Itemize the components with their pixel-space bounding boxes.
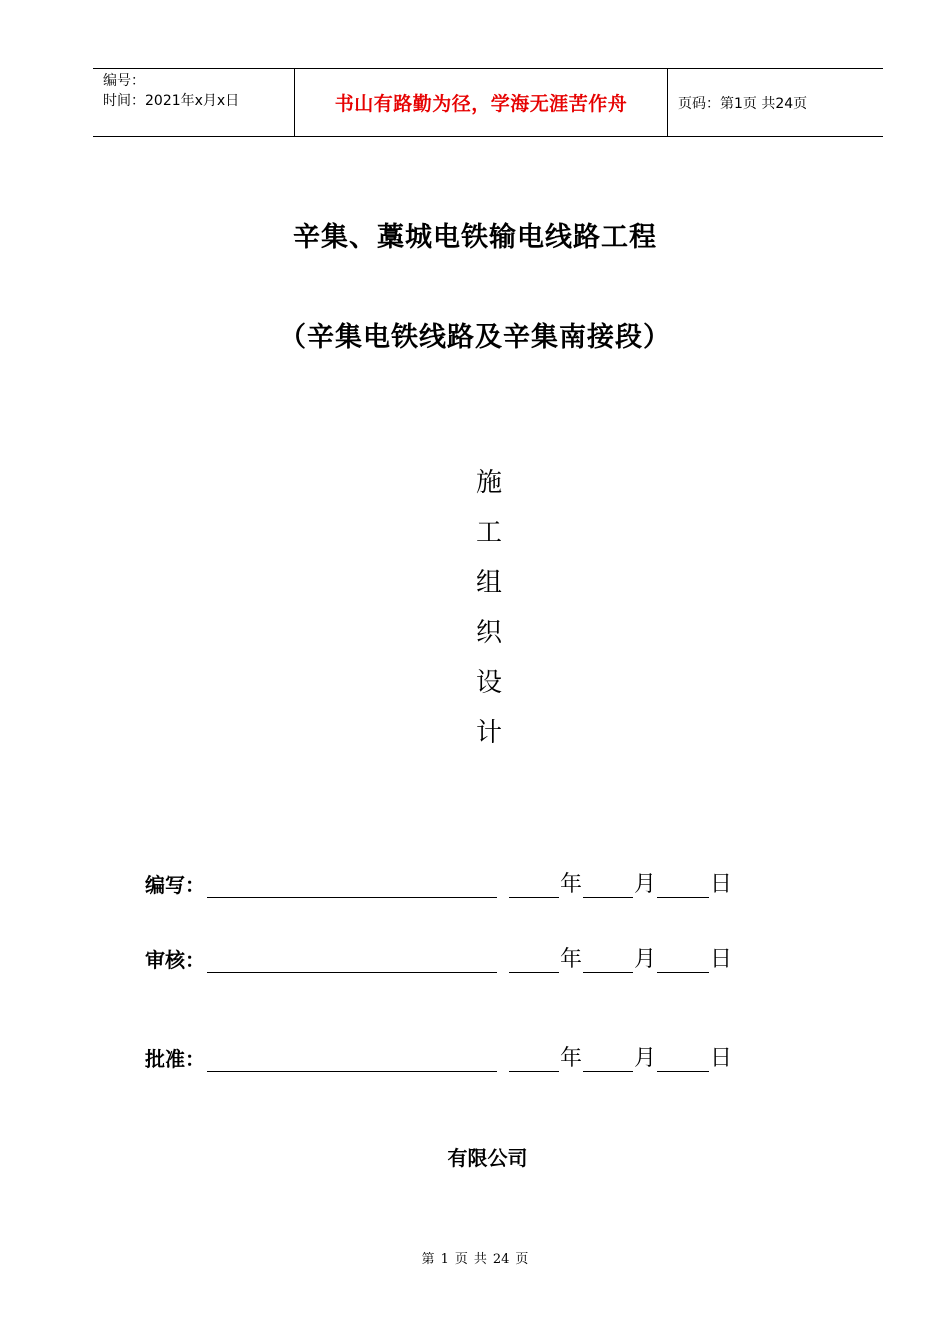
document-time: 时间：2021年x月x日 (103, 93, 240, 109)
day-blank[interactable] (657, 1047, 709, 1072)
signature-label: 批准： (145, 1047, 205, 1071)
document-number-label: 编号： (103, 73, 145, 89)
doc-type-char: 施 (475, 468, 502, 498)
month-blank[interactable] (583, 948, 633, 973)
signature-label: 编写： (145, 873, 205, 897)
footer-di: 第 (421, 1252, 435, 1267)
page-footer (0, 1248, 950, 1267)
year-blank[interactable] (509, 948, 559, 973)
signature-label: 审核： (145, 948, 205, 972)
year-unit: 年 (560, 1046, 583, 1071)
signature-line[interactable] (207, 1047, 497, 1072)
month-unit: 月 (634, 1046, 657, 1071)
signature-line[interactable] (207, 873, 497, 898)
year-unit: 年 (560, 947, 583, 972)
year-blank[interactable] (509, 873, 559, 898)
project-subtitle: （辛集电铁线路及辛集南接段） (279, 322, 671, 353)
header-right-cell (668, 69, 883, 136)
day-unit: 日 (710, 872, 733, 897)
day-blank[interactable] (657, 873, 709, 898)
doc-type-char: 织 (475, 618, 502, 648)
header-left-cell (93, 69, 295, 136)
footer-ye: 页 (454, 1252, 468, 1267)
day-unit: 日 (710, 1046, 733, 1071)
month-unit: 月 (634, 947, 657, 972)
signature-row-writer (145, 866, 733, 898)
footer-ye: 页 (515, 1252, 529, 1267)
doc-type-char: 设 (475, 668, 502, 698)
header-table (93, 68, 883, 137)
month-blank[interactable] (583, 1047, 633, 1072)
year-blank[interactable] (509, 1047, 559, 1072)
motto: 书山有路勤为径，学海无涯苦作舟 (334, 93, 628, 115)
signature-row-reviewer (145, 941, 733, 973)
doc-type-char: 组 (475, 568, 502, 598)
page-code: 页码：第1页 共24页 (678, 95, 808, 112)
company-name: 有限公司 (447, 1146, 528, 1170)
footer-page-number: 1 (440, 1252, 449, 1267)
day-blank[interactable] (657, 948, 709, 973)
doc-type-char: 计 (475, 718, 502, 748)
document-type-vertical (472, 465, 506, 765)
footer-total-pages: 24 (492, 1252, 510, 1267)
header-center-cell (295, 69, 668, 136)
signature-line[interactable] (207, 948, 497, 973)
year-unit: 年 (560, 872, 583, 897)
doc-type-char: 工 (475, 518, 502, 548)
footer-gong: 共 (473, 1252, 487, 1267)
signature-row-approver (145, 1040, 733, 1072)
month-blank[interactable] (583, 873, 633, 898)
project-title: 辛集、藁城电铁输电线路工程 (293, 222, 657, 253)
month-unit: 月 (634, 872, 657, 897)
day-unit: 日 (710, 947, 733, 972)
